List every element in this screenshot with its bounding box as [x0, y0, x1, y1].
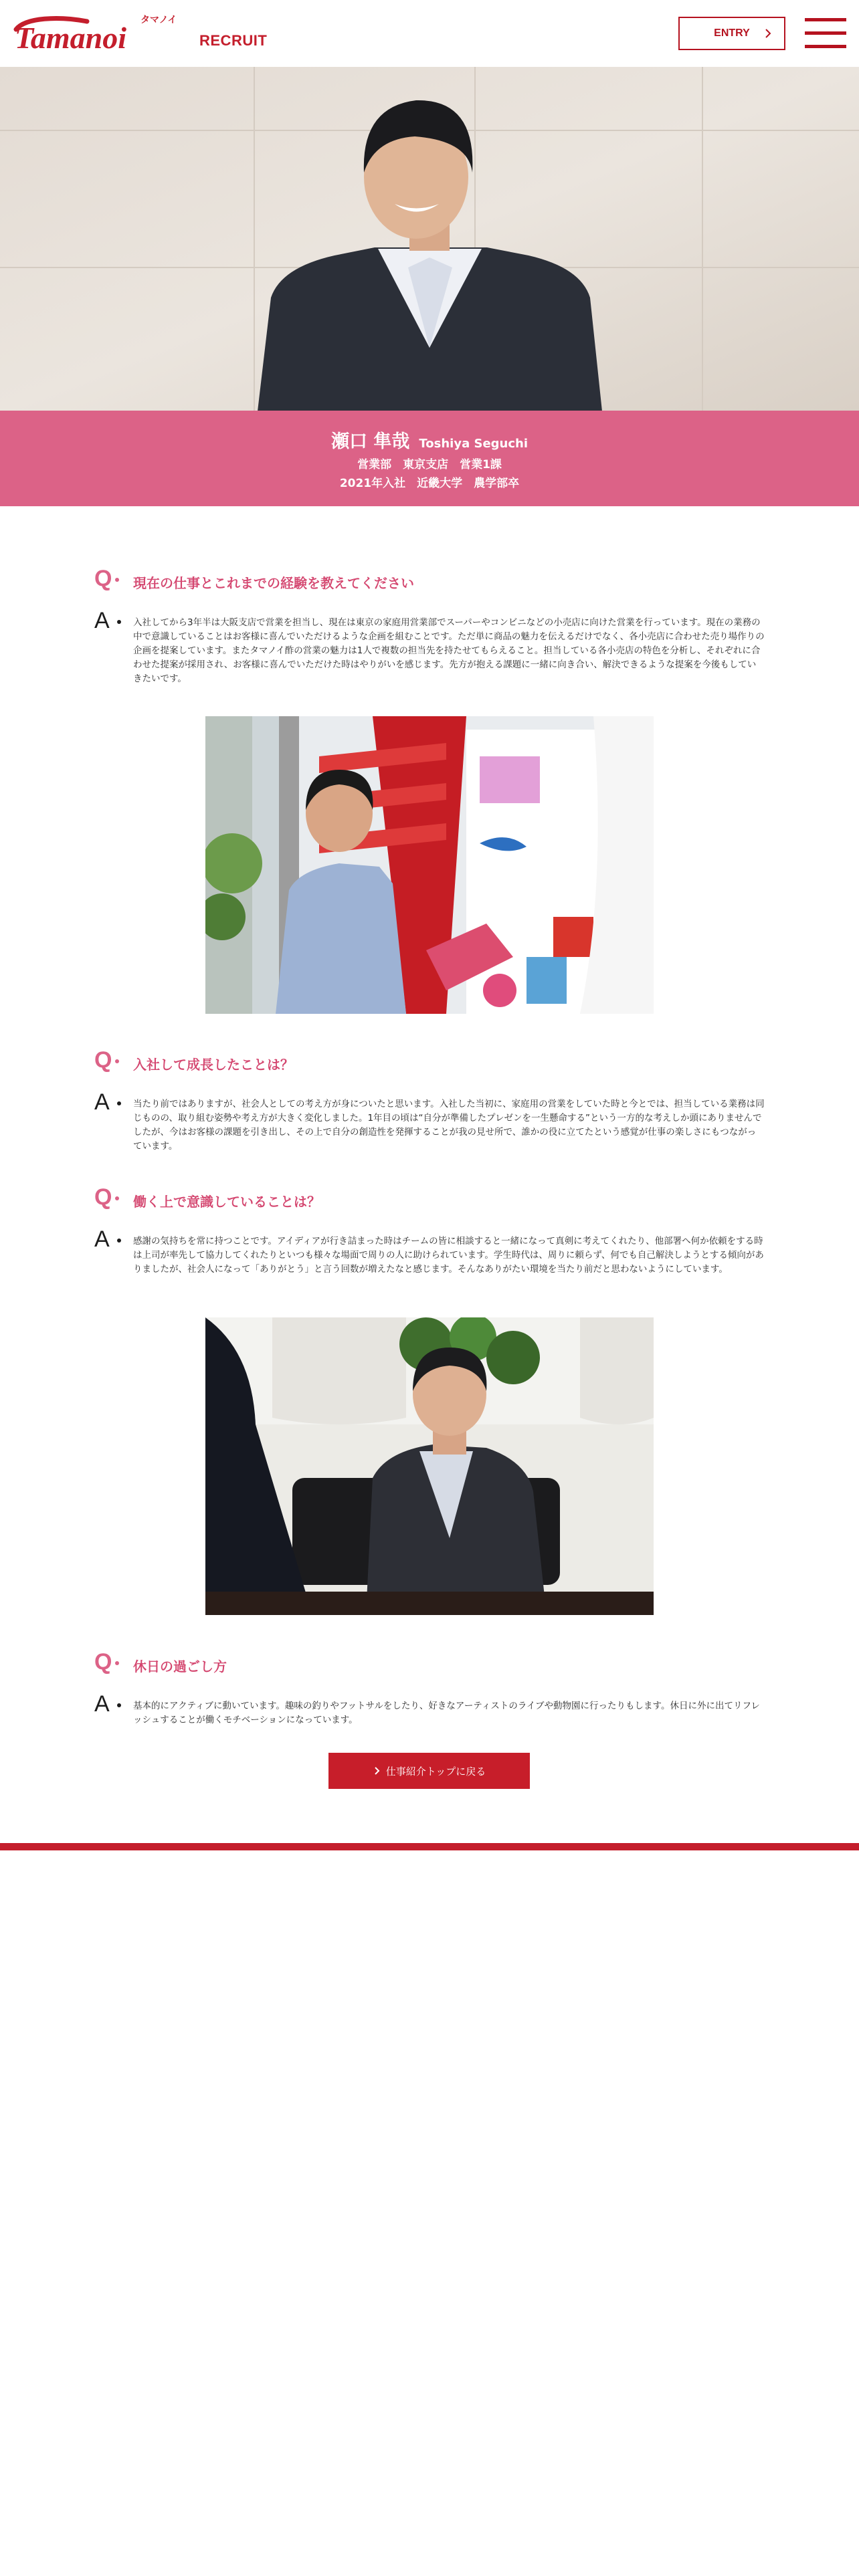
logo-recruit-label: RECRUIT: [199, 32, 268, 49]
tamanoi-logo[interactable]: [12, 9, 193, 56]
answer-text: 基本的にアクティブに動いています。趣味の釣りやフットサルをしたり、好きなアーティストのライブや動物園に行ったりもします。休日に外に出てリフレッシュすることが働くモチベーションになっています。: [133, 1701, 760, 1725]
question-text: 現在の仕事とこれまでの経験を教えてください: [133, 575, 414, 591]
answer-2: [94, 1089, 765, 1154]
entry-button-label: ENTRY: [714, 27, 750, 39]
q-mark: Q: [94, 1184, 112, 1210]
chevron-right-icon: [373, 1766, 382, 1776]
profile-band: [0, 411, 859, 506]
answer-text: 当たり前ではありますが、社会人としての考え方が身についたと思います。入社した当初に、家庭用の営業をしていた時と今とでは、担当している業務は同じものの、取り組む姿勢や考え方が大きく変化しました。1年目の頃は“自分が準備したプレゼンを一生懸命する”という一方的な考えしか頭にありませんでしたが、今はお客様の課題を引き出し、その上で自分の創造性を発揮することが我の見せ所で、誰かの役に立てたという感覚が仕事の楽しさにもつながっています。: [133, 1099, 765, 1152]
logo-wordmark: Tamanoi: [15, 21, 127, 55]
employee-department: 営業部 東京支店 営業1課: [357, 458, 502, 471]
back-to-jobs-button[interactable]: [328, 1753, 530, 1789]
chevron-right-icon: [761, 27, 775, 40]
office-photo-2: [205, 1317, 654, 1615]
employee-background: 2021年入社 近畿大学 農学部卒: [339, 477, 520, 490]
a-mark: A: [94, 608, 110, 633]
answer-4: [94, 1691, 765, 1727]
answer-text: 入社してから3年半は大阪支店で営業を担当し、現在は東京の家庭用営業部でスーパーやコンビニなどの小売店に向けた営業を行っています。現在の業務の中で意識していることはお客様に喜んでいただけるような企画を組むことです。ただ単に商品の魅力を伝えるだけでなく、各小売店に合わせた売り場作りの企画を提案しています。またタマノイ酢の営業の魅力は1人で複数の担当先を持たせてもらえること。担当している各小売店の特色を分析し、それぞれに合わせた提案が採用され、お客様に喜んでいただけた時はやりがいを感じます。先方が抱える課題に一緒に向き合い、解決できるような提案を今後もしていきたいです。: [133, 617, 765, 684]
q-mark: Q: [94, 1649, 112, 1675]
hamburger-icon[interactable]: [805, 17, 846, 50]
employee-name-en: Toshiya Seguchi: [419, 437, 529, 451]
a-mark: A: [94, 1691, 110, 1717]
question-text: 休日の過ごし方: [133, 1658, 227, 1675]
office-photo-1: [205, 716, 654, 1014]
q-mark: Q: [94, 566, 112, 591]
question-text: 入社して成長したことは？: [133, 1057, 294, 1073]
site-header: [0, 0, 859, 67]
logo-kana: タマノイ: [140, 15, 177, 25]
a-mark: A: [94, 1089, 110, 1115]
footer-divider: [0, 1843, 859, 1850]
employee-name-jp: 瀬口 隼哉: [330, 431, 410, 452]
answer-1: [94, 608, 765, 686]
q-mark: Q: [94, 1047, 112, 1073]
a-mark: A: [94, 1226, 110, 1252]
hero-photo: [0, 67, 859, 411]
entry-button[interactable]: [678, 17, 785, 50]
answer-text: 感謝の気持ちを常に持つことです。アイディアが行き詰まった時はチームの皆に相談すると一緒になって真剣に考えてくれたり、他部署へ何か依頼をする時は上司が率先して協力してくれたりといつも様々な場面で周りの人に助けられています。学生時代は、周りに頼らず、何でも自己解決しようとする傾向がありましたが、社会人になって「ありがとう」と言う回数が増えたなと感じます。そんなありがたい環境を当たり前だと思わないようにしています。: [133, 1236, 764, 1275]
answer-3: [94, 1226, 765, 1277]
question-text: 働く上で意識していることは？: [133, 1194, 320, 1210]
back-to-jobs-label: 仕事紹介トップに戻る: [385, 1765, 486, 1778]
